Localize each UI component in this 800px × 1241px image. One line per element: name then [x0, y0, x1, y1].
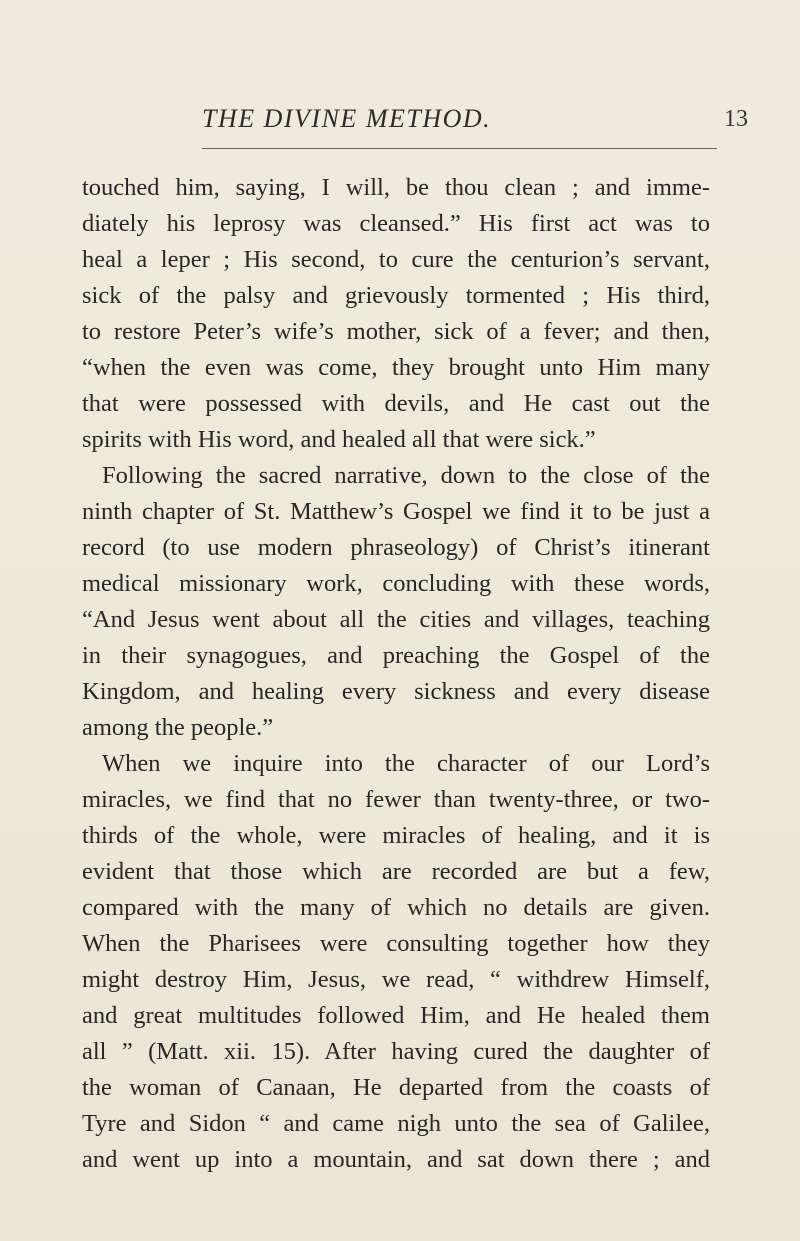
text-line: compared with the many of which no details are given.	[82, 894, 710, 921]
text-line: heal a leper ; His second, to cure the centurion’s servant,	[82, 246, 710, 273]
running-title: THE DIVINE METHOD.	[202, 104, 492, 133]
text-line: Tyre and Sidon “ and came nigh unto the sea of Galilee,	[82, 1110, 710, 1137]
text-line: all ” (Matt. xii. 15). After having cured the daughter of	[82, 1038, 710, 1065]
header-rule	[202, 148, 717, 149]
text-line: sick of the palsy and grievously tormented ; His third,	[82, 282, 710, 309]
text-line: among the people.”	[82, 714, 274, 741]
text-line: record (to use modern phraseology) of Christ’s itinerant	[82, 534, 710, 561]
page-number: 13	[724, 106, 748, 132]
text-line: to restore Peter’s wife’s mother, sick of a fever; and then,	[82, 318, 710, 345]
text-line: When we inquire into the character of our Lord’s	[102, 750, 710, 777]
text-line: When the Pharisees were consulting together how they	[82, 930, 710, 957]
running-head	[120, 96, 760, 156]
text-line: in their synagogues, and preaching the Gospel of the	[82, 642, 710, 669]
text-line: “when the even was come, they brought unto Him many	[82, 354, 710, 381]
text-line: evident that those which are recorded are but a few,	[82, 858, 710, 885]
text-line: Following the sacred narrative, down to the close of the	[102, 462, 710, 489]
text-line: touched him, saying, I will, be thou clean ; and imme-	[82, 174, 710, 201]
text-line: Kingdom, and healing every sickness and every disease	[82, 678, 710, 705]
text-line: medical missionary work, concluding with these words,	[82, 570, 710, 597]
text-line: ninth chapter of St. Matthew’s Gospel we find it to be just a	[82, 498, 710, 525]
text-line: and went up into a mountain, and sat down there ; and	[82, 1146, 710, 1173]
text-line: miracles, we find that no fewer than twenty-three, or two-	[82, 786, 710, 813]
text-line: and great multitudes followed Him, and He healed them	[82, 1002, 710, 1029]
text-line: that were possessed with devils, and He cast out the	[82, 390, 710, 417]
text-line: diately his leprosy was cleansed.” His first act was to	[82, 210, 710, 237]
text-line: spirits with His word, and healed all that were sick.”	[82, 426, 596, 453]
text-line: might destroy Him, Jesus, we read, “ withdrew Himself,	[82, 966, 710, 993]
body-text	[82, 170, 710, 1178]
text-line: the woman of Canaan, He departed from the coasts of	[82, 1074, 710, 1101]
text-line: “And Jesus went about all the cities and villages, teaching	[82, 606, 710, 633]
text-line: thirds of the whole, were miracles of healing, and it is	[82, 822, 710, 849]
